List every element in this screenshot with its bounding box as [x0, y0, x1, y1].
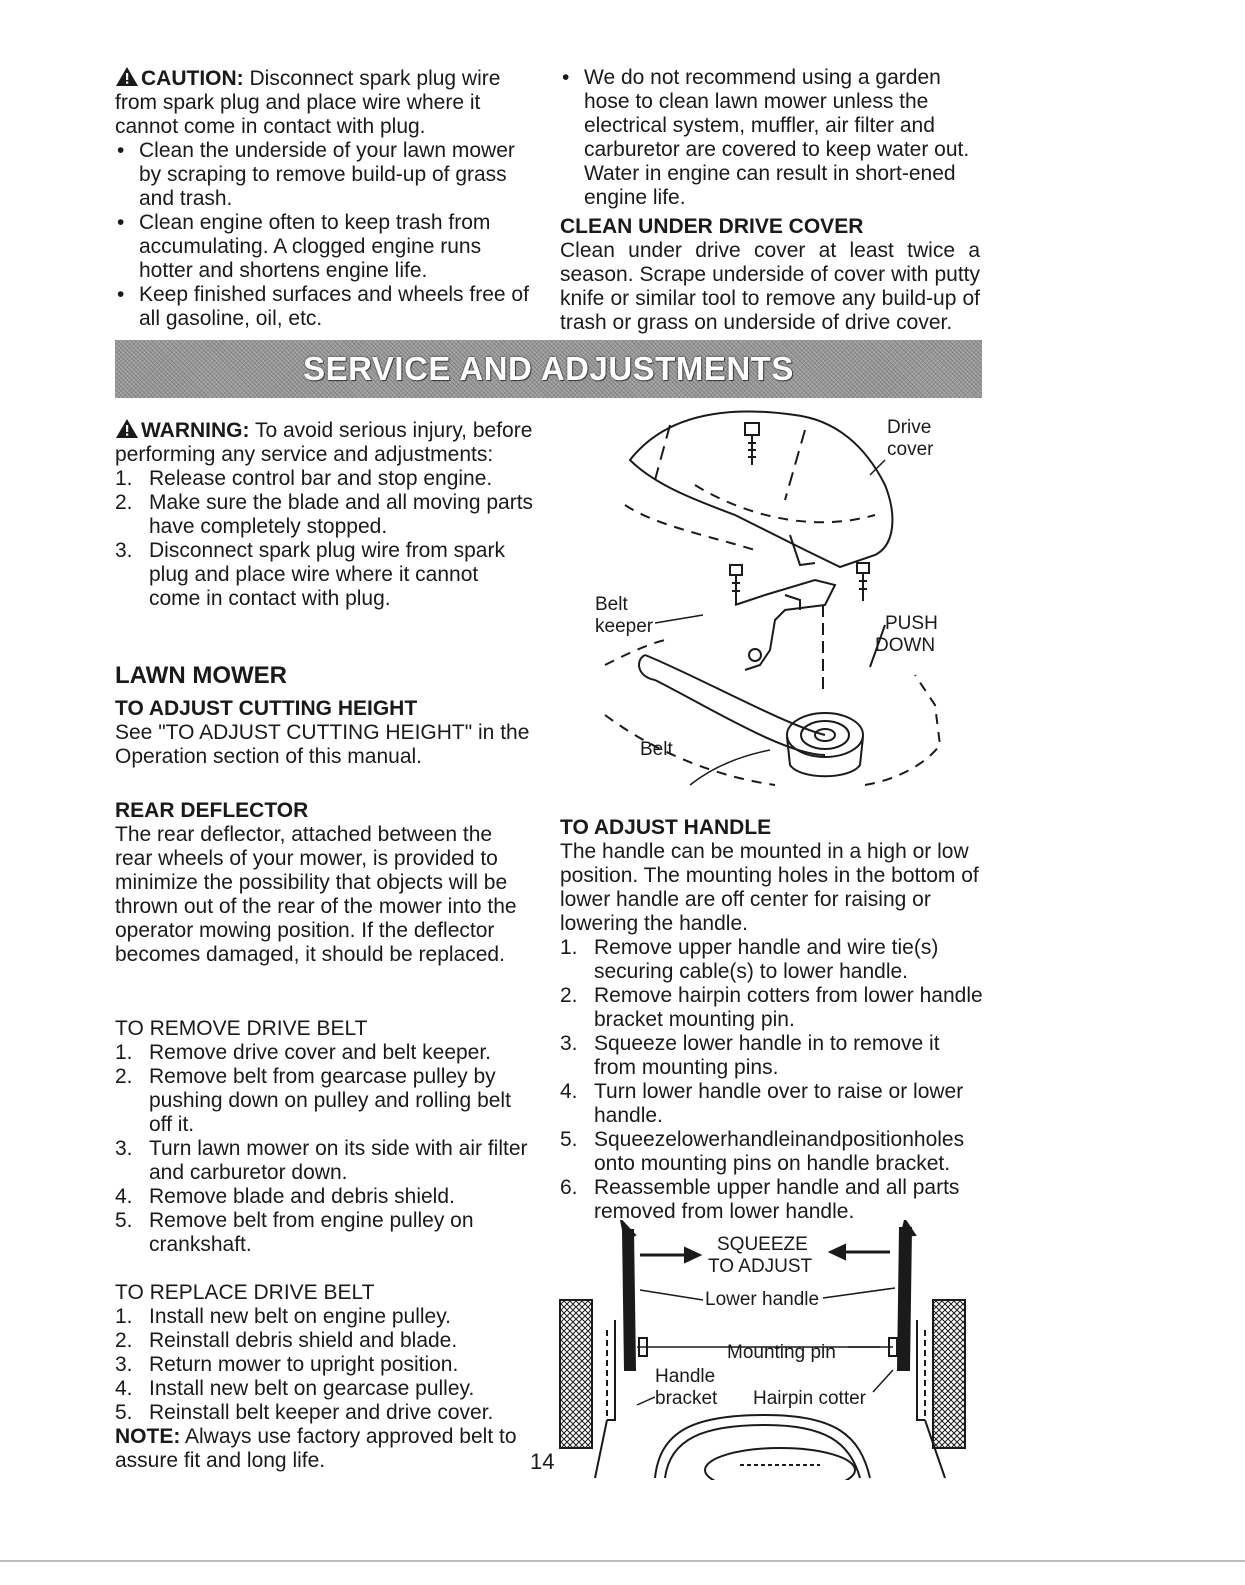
cutting-height-heading: TO ADJUST CUTTING HEIGHT — [115, 697, 418, 720]
caution-label: CAUTION: — [141, 67, 244, 90]
bullet-text: Clean engine often to keep trash from accumulating. A clogged engine runs hotter and shortens engine life. — [139, 211, 491, 282]
list-item: 6. Reassemble upper handle and all parts removed from lower handle. — [560, 1176, 960, 1223]
bullet-icon: • — [117, 139, 125, 162]
remove-belt-heading: TO REMOVE DRIVE BELT — [115, 1017, 368, 1040]
list-item: 2. Reinstall debris shield and blade. — [115, 1329, 458, 1352]
list-item: 3. Disconnect spark plug wire from spark plug and place wire where it cannot come in contact with plug. — [115, 539, 505, 610]
caution-block — [115, 66, 535, 331]
list-item: 4. Turn lower handle over to raise or lower handle. — [560, 1080, 964, 1127]
list-item: 1. Remove upper handle and wire tie(s) securing cable(s) to lower handle. — [560, 936, 939, 983]
warning-block — [115, 418, 535, 611]
bullet-text: Keep finished surfaces and wheels free of all gasoline, oil, etc. — [139, 283, 529, 330]
right-top-block — [560, 66, 980, 335]
section-heading: CLEAN UNDER DRIVE COVER — [560, 215, 864, 238]
lawn-mower-block — [115, 662, 535, 769]
page-number: 14 — [530, 1449, 555, 1474]
banner-title: SERVICE AND ADJUSTMENTS — [303, 350, 794, 387]
list-item: 4. Remove blade and debris shield. — [115, 1185, 455, 1208]
page-bottom-edge — [0, 1560, 1245, 1562]
bullet-icon: • — [117, 283, 125, 306]
list-item — [560, 66, 980, 210]
label-mounting-pin: Mounting pin — [727, 1342, 836, 1363]
bullet-text: Clean the underside of your lawn mower by scraping to remove build-up of grass and trash. — [139, 139, 515, 210]
list-item: 3. Squeeze lower handle in to remove it from mounting pins. — [560, 1032, 940, 1079]
note-label: NOTE: — [115, 1425, 181, 1448]
replace-belt-block — [115, 1280, 535, 1473]
list-item: 5. Squeezelowerhandleinandpositionholes onto mounting pins on handle bracket. — [560, 1128, 965, 1175]
list-item: 4. Install new belt on gearcase pulley. — [115, 1377, 475, 1400]
label-bracket: bracket — [655, 1388, 718, 1409]
rear-deflector-text: The rear deflector, attached between the rear wheels of your mower, is provided to minimize the possibility that objects will be thrown out of the rear of the mower into the operator mowing position. If the deflector becomes damaged, it should be replaced. — [115, 823, 517, 966]
drive-cover-diagram — [585, 405, 985, 815]
note-paragraph — [115, 1425, 535, 1473]
list-item: 5. Reinstall belt keeper and drive cover. — [115, 1401, 494, 1424]
adjust-handle-heading: TO ADJUST HANDLE — [560, 816, 772, 839]
list-item: 2. Remove belt from gearcase pulley by pushing down on pulley and rolling belt off it. — [115, 1065, 511, 1136]
list-item: 3. Turn lawn mower on its side with air filter and carburetor down. — [115, 1137, 528, 1184]
label-to-adjust: TO ADJUST — [708, 1256, 813, 1277]
caution-text: Disconnect spark plug wire from spark plug and place wire where it cannot come in contact with plug. — [115, 67, 501, 138]
adjust-handle-block — [560, 815, 985, 1224]
list-item — [115, 283, 535, 331]
label-belt-keeper-2: keeper — [595, 616, 654, 637]
bullet-icon: • — [117, 211, 125, 234]
label-drive: Drive — [887, 417, 932, 438]
label-belt: Belt — [640, 739, 673, 760]
clean-drive-cover-text: Clean under drive cover at least twice a season. Scrape underside of cover with putty knife or similar tool to remove any build-up of trash or grass on underside of drive cover. — [560, 239, 980, 334]
rear-deflector-heading: REAR DEFLECTOR — [115, 799, 309, 822]
list-item: 1. Remove drive cover and belt keeper. — [115, 1041, 492, 1064]
warning-text: To avoid serious injury, before performing any service and adjustments: — [115, 419, 533, 466]
warning-triangle-icon — [115, 418, 139, 439]
caution-paragraph — [115, 66, 535, 139]
bullet-text: We do not recommend using a garden hose to clean lawn mower unless the electrical system, muffler, air filter and carburetor are covered to keep water out. Water in engine can result in short-ened engine life. — [584, 66, 970, 209]
list-item: 1. Release control bar and stop engine. — [115, 467, 493, 490]
label-squeeze: SQUEEZE — [717, 1234, 808, 1255]
label-belt-keeper-1: Belt — [595, 594, 628, 615]
remove-belt-block — [115, 1016, 535, 1257]
list-item: 3. Return mower to upright position. — [115, 1353, 459, 1376]
list-item — [115, 211, 535, 283]
bullet-icon: • — [562, 66, 570, 89]
handle-diagram — [555, 1220, 985, 1480]
adjust-handle-text: The handle can be mounted in a high or low position. The mounting holes in the bottom of lower handle are off center for raising or lowering the handle. — [560, 840, 979, 935]
lawn-mower-heading: LAWN MOWER — [115, 662, 287, 689]
label-lower-handle: Lower handle — [705, 1289, 820, 1310]
label-push: PUSH — [885, 613, 938, 634]
note-text: Always use factory approved belt to assure fit and long life. — [115, 1425, 517, 1472]
replace-belt-heading: TO REPLACE DRIVE BELT — [115, 1281, 375, 1304]
list-item: 2. Remove hairpin cotters from lower handle bracket mounting pin. — [560, 984, 983, 1031]
list-item: 1. Install new belt on engine pulley. — [115, 1305, 451, 1328]
section-banner — [115, 340, 982, 398]
label-cover: cover — [887, 439, 934, 460]
list-item: 2. Make sure the blade and all moving parts have completely stopped. — [115, 491, 534, 538]
warning-paragraph — [115, 418, 535, 467]
warning-label: WARNING: — [141, 419, 250, 442]
cutting-height-text: See "TO ADJUST CUTTING HEIGHT" in the Operation section of this manual. — [115, 721, 530, 768]
label-handle: Handle — [655, 1366, 716, 1387]
list-item — [115, 139, 535, 211]
warning-triangle-icon — [115, 66, 139, 87]
list-item: 5. Remove belt from engine pulley on crankshaft. — [115, 1209, 474, 1256]
label-down: DOWN — [875, 635, 936, 656]
rear-deflector-block — [115, 798, 525, 967]
label-hairpin-cotter: Hairpin cotter — [753, 1388, 866, 1409]
